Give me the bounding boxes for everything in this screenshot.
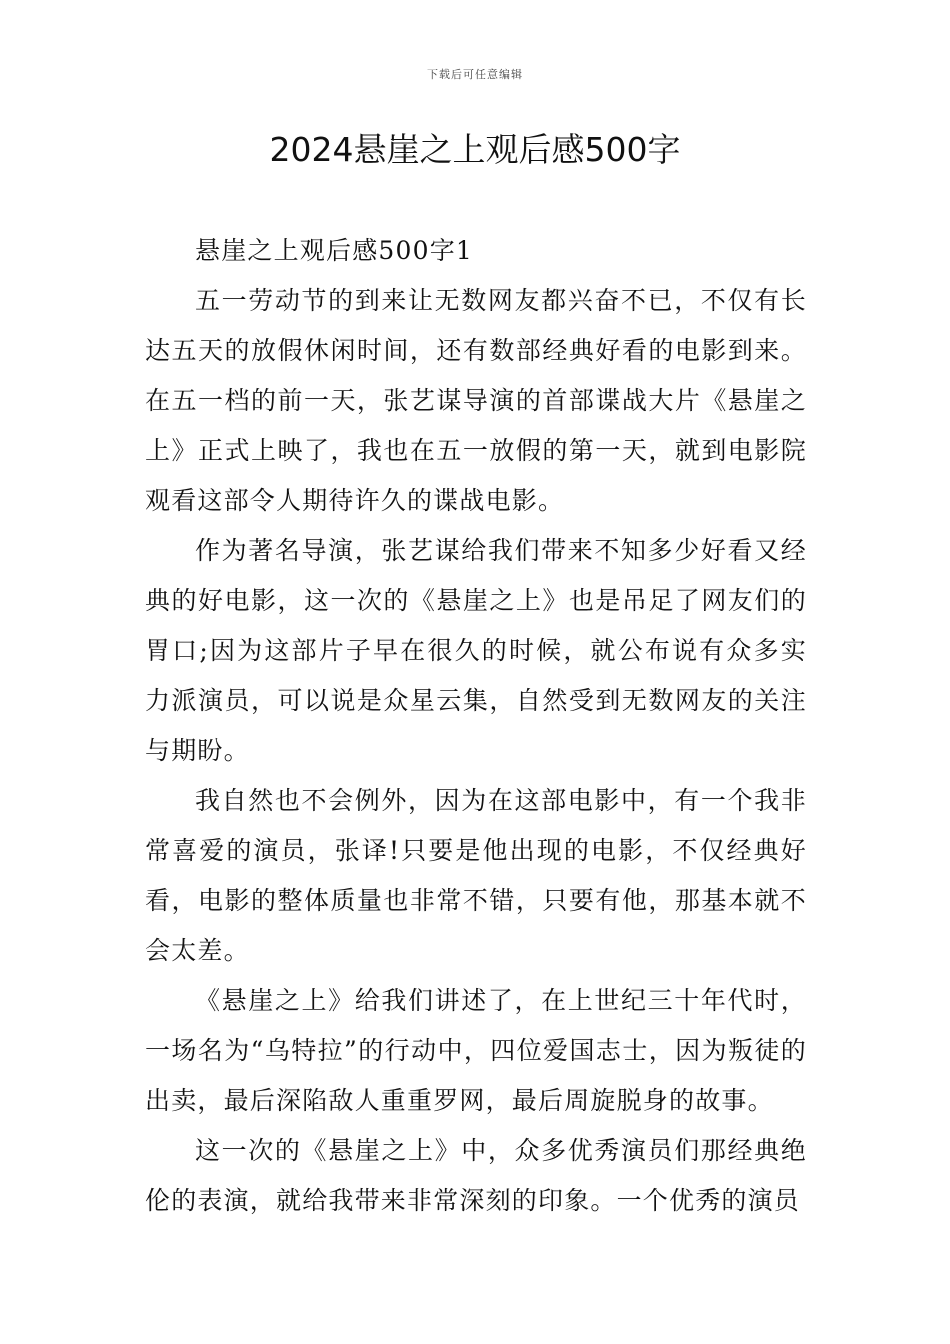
section-subtitle: 悬崖之上观后感500字1 [195,236,474,265]
header-note: 下载后可任意编辑 [427,68,523,81]
paragraph-4: 《悬崖之上》给我们讲述了，在上世纪三十年代时，一场名为“乌特拉”的行动中，四位爱国志士，因为叛徒的出卖，最后深陷敌人重重罗网，最后周旋脱身的故事。 [145,986,807,1115]
paragraph-2: 作为著名导演，张艺谋给我们带来不知多少好看又经典的好电影，这一次的《悬崖之上》也是吊足了网友们的胃口;因为这部片子早在很久的时候，就公布说有众多实力派演员，可以说是众星云集，自然受到无数网友的关注与期盼。 [145,536,807,765]
document-body [145,226,807,1226]
paragraph-3: 我自然也不会例外，因为在这部电影中，有一个我非常喜爱的演员，张译!只要是他出现的电影，不仅经典好看，电影的整体质量也非常不错，只要有他，那基本就不会太差。 [145,786,807,965]
document-title: 2024悬崖之上观后感500字 [269,130,681,169]
paragraph-1: 五一劳动节的到来让无数网友都兴奋不已，不仅有长达五天的放假休闲时间，还有数部经典好看的电影到来。在五一档的前一天，张艺谋导演的首部谍战大片《悬崖之上》正式上映了，我也在五一放假的第一天，就到电影院观看这部令人期待许久的谍战电影。 [145,286,807,515]
paragraph-5: 这一次的《悬崖之上》中，众多优秀演员们那经典绝伦的表演，就给我带来非常深刻的印象。一个优秀的演员 [145,1136,807,1215]
